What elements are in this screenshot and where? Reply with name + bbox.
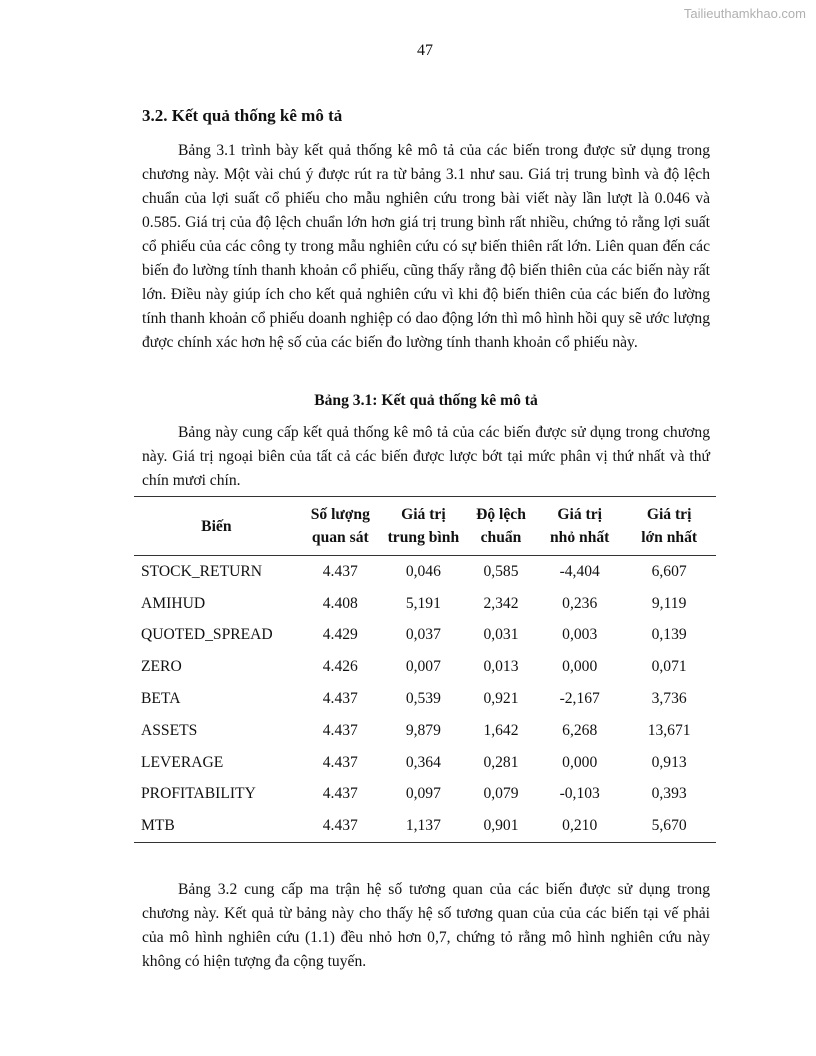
cell-variable: STOCK_RETURN <box>141 562 263 580</box>
cell-min: 0,000 <box>562 753 598 771</box>
cell-min: 0,000 <box>562 658 598 676</box>
table-row <box>134 556 716 588</box>
section-title: 3.2. Kết quả thống kê mô tả <box>142 106 343 125</box>
cell-observations: 4.437 <box>322 690 358 708</box>
table-row <box>134 683 716 715</box>
paragraph-descriptive-stats <box>142 139 710 355</box>
table-row <box>134 779 716 811</box>
table-title: Bảng 3.1: Kết quả thống kê mô tả <box>314 392 538 409</box>
cell-max: 9,119 <box>651 594 687 612</box>
cell-variable: AMIHUD <box>141 594 206 612</box>
cell-max: 13,671 <box>647 721 691 739</box>
cell-std-dev: 0,921 <box>483 690 519 708</box>
table-note-text: Bảng này cung cấp kết quả thống kê mô tả của các biến được sử dụng trong chương này. Giá trị ngoại biên của tất cả các biến được lược bớt tại mức phân vị thứ nhất và thứ chín mươi chín. <box>142 424 710 489</box>
table-row <box>134 588 716 620</box>
header-std-dev: Độ lệch chuẩn <box>465 497 537 556</box>
cell-mean: 0,097 <box>405 785 441 803</box>
cell-std-dev: 0,281 <box>483 753 519 771</box>
cell-mean: 5,191 <box>405 594 441 612</box>
table-row <box>134 810 716 842</box>
table-header-row <box>134 497 716 556</box>
header-variable: Biến <box>134 497 299 556</box>
cell-std-dev: 0,013 <box>483 658 519 676</box>
cell-mean: 0,539 <box>405 690 441 708</box>
header-max: Giá trị lớn nhất <box>622 497 716 556</box>
cell-min: 0,210 <box>537 810 622 842</box>
paragraph-3-text: Bảng 3.2 cung cấp ma trận hệ số tương quan của các biến được sử dụng trong chương này. Kết quả từ bảng này cho thấy hệ số tương quan của của các biến tại vế phải của mô hình nghiên cứu (1.1) đều nhỏ hơn 0,7, chứng tỏ rằng mô hình nghiên cứu này không có hiện tượng đa cộng tuyến. <box>142 881 710 970</box>
cell-observations: 4.437 <box>322 721 358 739</box>
cell-std-dev: 0,585 <box>483 562 519 580</box>
cell-min: 0,236 <box>562 594 598 612</box>
cell-mean: 0,046 <box>405 562 441 580</box>
cell-variable: LEVERAGE <box>141 753 224 771</box>
cell-observations: 4.408 <box>322 594 358 612</box>
paragraph-1-text: Bảng 3.1 trình bày kết quả thống kê mô tả của các biến trong được sử dụng trong chương này. Một vài chú ý được rút ra từ bảng 3.1 như sau. Giá trị trung bình và độ lệch chuẩn của lợi suất cổ phiếu cho mẫu nghiên cứu trong bài viết này lần lượt là 0.046 và 0.585. Giá trị của độ lệch chuẩn lớn hơn giá trị trung bình rất nhiều, chứng tỏ rằng lợi suất cổ phiếu của các công ty trong mẫu nghiên cứu có sự biến thiên rất lớn. Liên quan đến các biến đo lường tính thanh khoản cổ phiếu, cũng thấy rằng độ biến thiên của các biến này rất lớn. Điều này giúp ích cho kết quả nghiên cứu vì khi độ biến thiên của các biến đo lường tính thanh khoản cổ phiếu doanh nghiệp có dao động lớn thì mô hình hồi quy sẽ ước lượng được chính xác hơn hệ số của các biến đo lường tính thanh khoản cổ phiếu này. <box>142 142 710 351</box>
cell-observations: 4.426 <box>322 658 358 676</box>
cell-mean: 9,879 <box>405 721 441 739</box>
cell-variable: ZERO <box>141 658 182 676</box>
page-number: 47 <box>417 42 433 59</box>
cell-max: 0,139 <box>651 626 687 644</box>
cell-max: 0,393 <box>651 785 687 803</box>
paragraph-correlation <box>142 878 710 974</box>
cell-observations: 4.437 <box>299 810 382 842</box>
cell-std-dev: 0,079 <box>483 785 519 803</box>
table-row <box>134 747 716 779</box>
cell-std-dev: 1,642 <box>483 721 519 739</box>
cell-std-dev: 0,031 <box>483 626 519 644</box>
cell-variable: MTB <box>134 810 299 842</box>
cell-observations: 4.437 <box>322 753 358 771</box>
cell-min: 0,003 <box>562 626 598 644</box>
table-row <box>134 715 716 747</box>
table-row <box>134 651 716 683</box>
header-min: Giá trị nhỏ nhất <box>537 497 622 556</box>
cell-observations: 4.429 <box>322 626 358 644</box>
cell-mean: 0,364 <box>405 753 441 771</box>
header-observations: Số lượng quan sát <box>299 497 382 556</box>
cell-min: -2,167 <box>559 690 600 708</box>
cell-variable: BETA <box>141 690 181 708</box>
cell-variable: PROFITABILITY <box>141 785 256 803</box>
cell-min: 6,268 <box>562 721 598 739</box>
cell-max: 5,670 <box>622 810 716 842</box>
cell-max: 3,736 <box>651 690 687 708</box>
header-mean: Giá trị trung bình <box>382 497 465 556</box>
cell-observations: 4.437 <box>322 785 358 803</box>
table-row <box>134 620 716 652</box>
cell-min: -0,103 <box>559 785 600 803</box>
table-note <box>142 421 710 493</box>
cell-variable: ASSETS <box>141 721 198 739</box>
cell-observations: 4.437 <box>322 562 358 580</box>
cell-max: 6,607 <box>651 562 687 580</box>
cell-mean: 0,007 <box>405 658 441 676</box>
watermark: Tailieuthamkhao.com <box>683 6 806 21</box>
descriptive-stats-table <box>134 496 716 843</box>
cell-mean: 1,137 <box>382 810 465 842</box>
cell-std-dev: 0,901 <box>465 810 537 842</box>
cell-max: 0,071 <box>651 658 687 676</box>
cell-std-dev: 2,342 <box>483 594 519 612</box>
cell-variable: QUOTED_SPREAD <box>141 626 273 644</box>
cell-max: 0,913 <box>651 753 687 771</box>
cell-mean: 0,037 <box>405 626 441 644</box>
cell-min: -4,404 <box>559 562 600 580</box>
